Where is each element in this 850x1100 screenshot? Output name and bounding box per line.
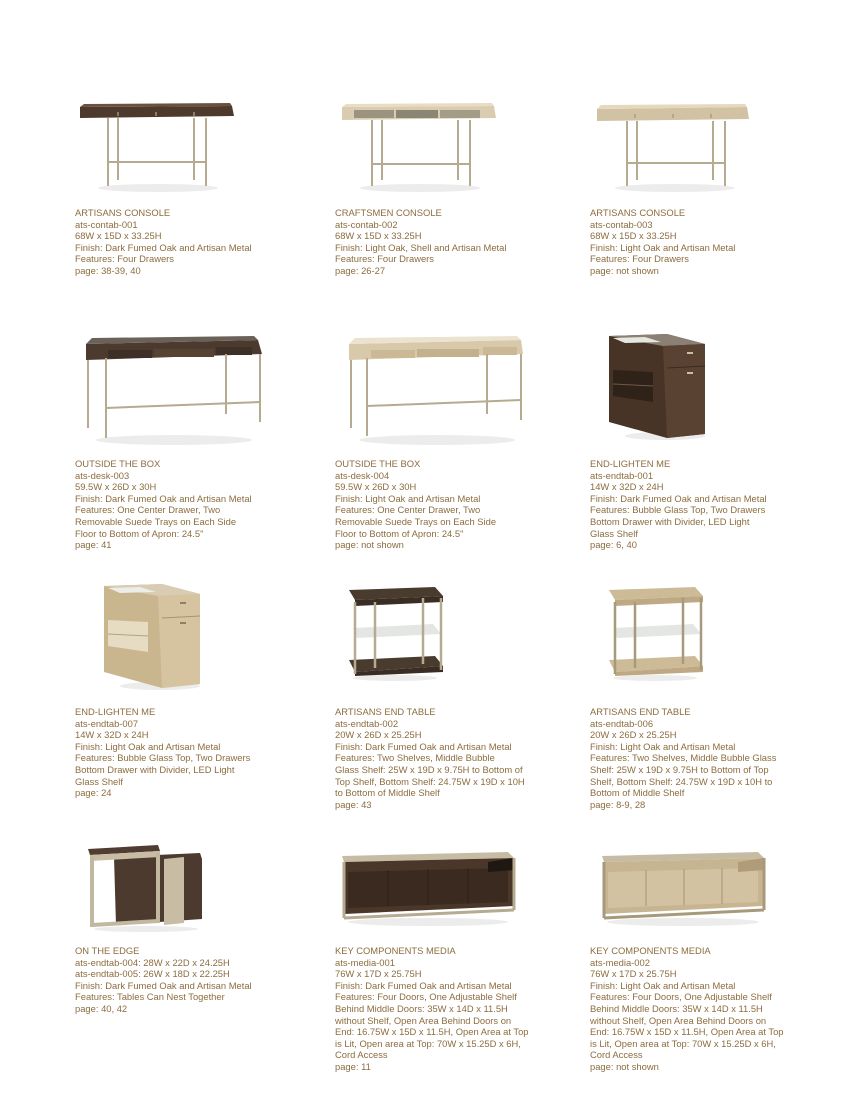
product-detail: Features: Four Drawers [75,253,174,265]
product-page: page: not shown [590,1060,659,1072]
product-detail: Top Shelf, Bottom Shelf: 24.75W x 19D x 10H [335,775,525,787]
product-page: page: 8-9, 28 [590,798,646,810]
product-image-ats-contab-003 [595,100,755,195]
product-image-ats-media-001 [338,848,518,928]
product-name: ON THE EDGE [75,945,140,956]
product-info [590,207,735,277]
product-detail: Cord Access [590,1049,643,1061]
product-dims: 68W x 15D x 33.25H [75,230,162,242]
product-dims: 20W x 26D x 25.25H [335,729,422,741]
product-detail: Glass Shelf [75,775,123,787]
product-sku: ats-contab-003 [590,218,653,230]
product-detail: Shelf: 25W x 19D x 9.75H to Bottom of Top [590,763,769,775]
product-detail: without Shelf, Open Area Behind Doors on [335,1014,512,1026]
product-info [335,458,496,551]
product-info [75,207,252,277]
product-detail: Features: Four Drawers [590,253,689,265]
product-detail: Finish: Dark Fumed Oak and Artisan Metal [75,241,252,253]
product-sku: ats-desk-004 [335,469,390,481]
product-detail: Features: Four Doors, One Adjustable Shelf [335,991,517,1003]
product-detail: Features: Tables Can Nest Together [75,991,225,1003]
product-sku: ats-media-001 [335,956,395,968]
product-page: page: 43 [335,798,372,810]
product-detail: End: 16.75W x 15D x 11.5H, Open Area at Top [590,1026,784,1038]
product-name: END-LIGHTEN ME [75,706,156,717]
product-dims: 59.5W x 26D x 30H [335,481,417,493]
product-name: KEY COMPONENTS MEDIA [335,945,456,956]
product-detail: Features: One Center Drawer, Two [335,504,481,516]
product-sku: ats-media-002 [590,956,650,968]
product-page: page: 40, 42 [75,1002,128,1014]
product-image-ats-endtab-006 [605,582,705,682]
product-detail: to Bottom of Middle Shelf [335,787,440,799]
product-page: page: 41 [75,539,112,551]
product-dims: 59.5W x 26D x 30H [75,481,157,493]
product-detail: Finish: Light Oak and Artisan Metal [590,979,736,991]
product-info [335,706,525,810]
product-detail: Finish: Light Oak and Artisan Metal [75,740,221,752]
product-detail: Bottom Drawer with Divider, LED Light [590,515,750,527]
product-name: END-LIGHTEN ME [590,458,671,469]
product-name: ARTISANS END TABLE [335,706,436,717]
product-page: page: 38-39, 40 [75,264,141,276]
product-name: ARTISANS END TABLE [590,706,691,717]
product-info [590,458,767,551]
product-page: page: 6, 40 [590,539,637,551]
product-detail: Finish: Dark Fumed Oak and Artisan Metal [335,979,512,991]
product-detail: without Shelf, Open Area Behind Doors on [590,1014,767,1026]
product-page: page: 26-27 [335,264,386,276]
product-dims: 20W x 26D x 25.25H [590,729,677,741]
product-image-ats-endtab-007 [100,580,205,692]
product-detail: Shelf, Bottom Shelf: 24.75W x 19D x 10H to [590,775,773,787]
product-info [335,945,529,1073]
product-dims: 76W x 17D x 25.75H [590,968,677,980]
product-detail: Glass Shelf: 25W x 19D x 9.75H to Bottom of [335,763,523,775]
product-image-ats-contab-001 [78,100,238,195]
product-info [335,207,506,277]
product-name: OUTSIDE THE BOX [75,458,161,469]
product-detail: Removable Suede Trays on Each Side [335,515,497,527]
product-detail: Floor to Bottom of Apron: 24.5" [335,527,464,539]
product-dims: 68W x 15D x 33.25H [590,230,677,242]
product-detail: Features: Four Drawers [335,253,434,265]
product-sku: ats-endtab-006 [590,717,654,729]
product-sku: ats-endtab-007 [75,717,139,729]
product-detail: Finish: Dark Fumed Oak and Artisan Metal [590,492,767,504]
product-detail: End: 16.75W x 15D x 11.5H, Open Area at Top [335,1026,529,1038]
product-detail: Finish: Light Oak and Artisan Metal [590,241,736,253]
product-detail: Finish: Light Oak, Shell and Artisan Metal [335,241,507,253]
product-detail: Finish: Light Oak and Artisan Metal [590,740,736,752]
product-detail: Bottom Drawer with Divider, LED Light [75,763,235,775]
product-dims: 14W x 32D x 24H [75,729,149,741]
product-info [590,706,776,810]
product-image-ats-endtab-004-005 [84,843,206,933]
product-detail: Removable Suede Trays on Each Side [75,515,237,527]
product-detail: Features: Bubble Glass Top, Two Drawers [590,504,766,516]
product-detail: Features: Two Shelves, Middle Bubble [335,752,495,764]
product-sku: ats-contab-002 [335,218,398,230]
product-name: ARTISANS CONSOLE [75,207,171,218]
product-sku: ats-desk-003 [75,469,130,481]
product-info [590,945,784,1073]
product-name: OUTSIDE THE BOX [335,458,421,469]
product-image-ats-contab-002 [340,100,500,195]
product-image-ats-desk-003 [82,332,267,447]
product-page: page: 24 [75,787,112,799]
product-detail: Features: Bubble Glass Top, Two Drawers [75,752,251,764]
product-detail: Features: Four Doors, One Adjustable Shelf [590,991,772,1003]
product-dims: 76W x 17D x 25.75H [335,968,422,980]
product-image-ats-endtab-001 [605,330,710,442]
product-info [75,706,250,799]
product-name: KEY COMPONENTS MEDIA [590,945,711,956]
product-info [75,458,252,551]
product-detail: Glass Shelf [590,527,638,539]
product-detail: is Lit, Open area at Top: 70W x 15.25D x 6H, [335,1037,521,1049]
product-sku: ats-contab-001 [75,218,138,230]
product-detail: Features: Two Shelves, Middle Bubble Glass [590,752,777,764]
product-page: page: not shown [590,264,659,276]
product-info [75,945,252,1015]
product-detail: Floor to Bottom of Apron: 24.5" [75,527,204,539]
product-detail: Behind Middle Doors: 35W x 14D x 11.5H [335,1002,508,1014]
product-name: CRAFTSMEN CONSOLE [335,207,442,218]
product-detail: Finish: Dark Fumed Oak and Artisan Metal [335,740,512,752]
product-detail: Behind Middle Doors: 35W x 14D x 11.5H [590,1002,763,1014]
product-detail: Finish: Dark Fumed Oak and Artisan Metal [75,492,252,504]
product-page: page: 11 [335,1060,371,1072]
product-detail: Finish: Dark Fumed Oak and Artisan Metal [75,979,252,991]
product-page: page: not shown [335,539,404,551]
product-image-ats-media-002 [598,848,768,928]
product-detail: is Lit, Open area at Top: 70W x 15.25D x 6H, [590,1037,776,1049]
product-dims: 68W x 15D x 33.25H [335,230,422,242]
product-dims: 14W x 32D x 24H [590,481,664,493]
product-sku: ats-endtab-004: 28W x 22D x 24.25H [75,956,230,968]
product-dims: ats-endtab-005: 26W x 18D x 22.25H [75,968,230,980]
product-name: ARTISANS CONSOLE [590,207,686,218]
product-detail: Cord Access [335,1049,388,1061]
product-sku: ats-endtab-001 [590,469,654,481]
product-detail: Bottom of Middle Shelf [590,787,685,799]
product-detail: Features: One Center Drawer, Two [75,504,221,516]
product-sku: ats-endtab-002 [335,717,399,729]
product-detail: Finish: Light Oak and Artisan Metal [335,492,481,504]
product-image-ats-endtab-002 [345,582,445,682]
product-image-ats-desk-004 [345,332,530,447]
